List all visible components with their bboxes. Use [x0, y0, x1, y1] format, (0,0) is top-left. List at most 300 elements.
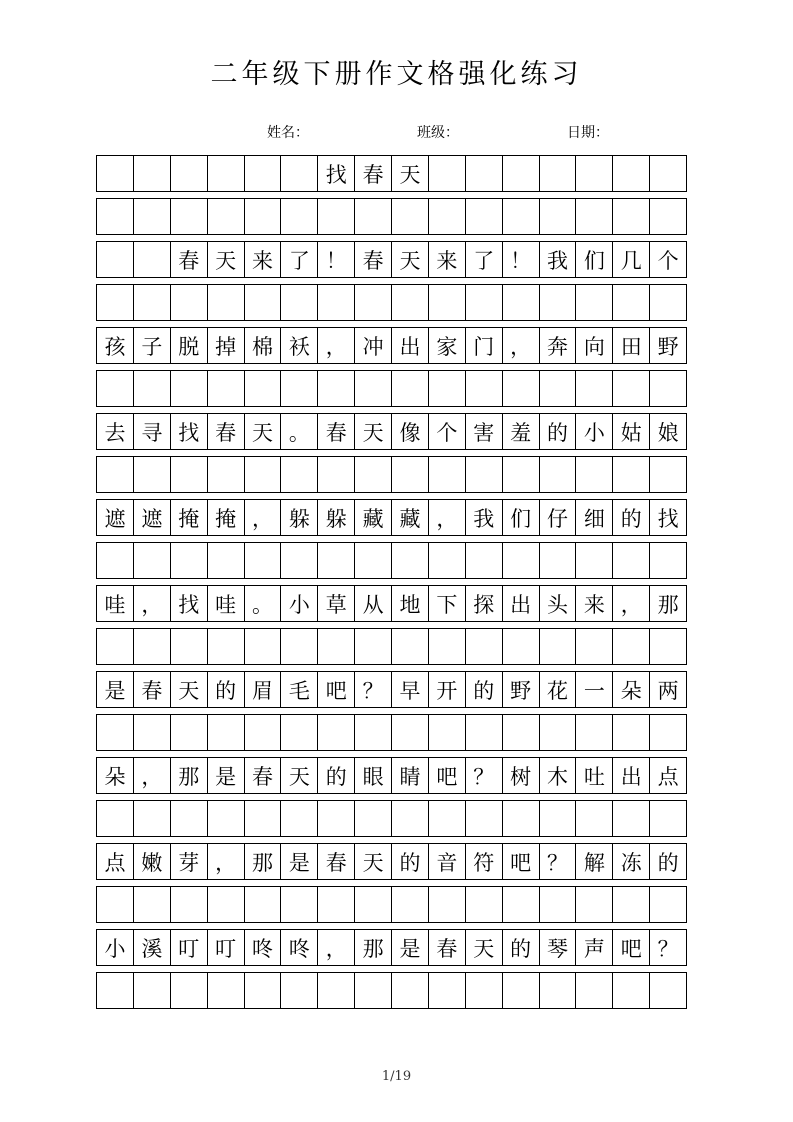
grid-cell	[96, 456, 134, 493]
grid-cell	[244, 886, 282, 923]
grid-cell: 开	[428, 671, 466, 708]
grid-cell	[428, 714, 466, 751]
grid-cell	[649, 456, 687, 493]
grid-cell: 哇	[96, 585, 134, 622]
grid-cell	[170, 714, 208, 751]
grid-cell	[207, 800, 245, 837]
grid-cell: 找	[649, 499, 687, 536]
grid-cell: 找	[170, 585, 208, 622]
grid-cell: 朵	[612, 671, 650, 708]
grid-cell: 天	[280, 757, 318, 794]
grid-cell	[391, 628, 429, 665]
grid-cell	[317, 972, 355, 1009]
grid-cell: 天	[465, 929, 503, 966]
grid-cell	[280, 800, 318, 837]
grid-cell: 天	[244, 413, 282, 450]
grid-row	[96, 671, 702, 708]
grid-cell: 咚	[280, 929, 318, 966]
grid-cell	[354, 284, 392, 321]
grid-cell	[207, 542, 245, 579]
grid-cell	[612, 800, 650, 837]
grid-cell: 是	[280, 843, 318, 880]
grid-cell	[280, 198, 318, 235]
grid-cell: 溪	[133, 929, 171, 966]
grid-cell	[502, 800, 540, 837]
grid-cell	[575, 284, 613, 321]
grid-cell: 细	[575, 499, 613, 536]
grid-cell	[502, 628, 540, 665]
grid-cell	[280, 714, 318, 751]
grid-cell: 天	[391, 241, 429, 278]
grid-cell	[244, 714, 282, 751]
grid-cell	[96, 542, 134, 579]
grid-cell	[539, 886, 577, 923]
grid-cell	[170, 886, 208, 923]
grid-cell	[354, 886, 392, 923]
grid-cell	[428, 198, 466, 235]
grid-cell: ！	[317, 241, 355, 278]
grid-cell	[133, 456, 171, 493]
grid-cell	[207, 155, 245, 192]
grid-cell	[96, 241, 134, 278]
grid-cell: ？	[465, 757, 503, 794]
grid-row	[96, 456, 702, 493]
grid-cell	[612, 972, 650, 1009]
grid-cell	[539, 628, 577, 665]
grid-row	[96, 327, 702, 364]
grid-cell: 出	[612, 757, 650, 794]
grid-cell: 嫩	[133, 843, 171, 880]
grid-row	[96, 886, 702, 923]
grid-cell: 野	[649, 327, 687, 364]
grid-cell	[428, 370, 466, 407]
grid-cell	[133, 886, 171, 923]
grid-cell	[391, 198, 429, 235]
grid-cell	[539, 714, 577, 751]
grid-cell: 天	[354, 843, 392, 880]
grid-cell	[539, 155, 577, 192]
grid-cell	[354, 542, 392, 579]
grid-cell	[575, 370, 613, 407]
grid-cell	[280, 886, 318, 923]
grid-cell	[428, 886, 466, 923]
grid-cell: ，	[428, 499, 466, 536]
grid-cell: 子	[133, 327, 171, 364]
grid-cell	[170, 198, 208, 235]
grid-cell: 点	[649, 757, 687, 794]
grid-cell: 。	[280, 413, 318, 450]
grid-cell	[280, 155, 318, 192]
grid-cell	[575, 800, 613, 837]
grid-cell	[170, 800, 208, 837]
grid-cell	[133, 198, 171, 235]
grid-cell	[649, 886, 687, 923]
grid-cell: 吧	[502, 843, 540, 880]
grid-cell	[539, 198, 577, 235]
grid-cell	[207, 714, 245, 751]
grid-cell: 是	[207, 757, 245, 794]
grid-cell: 小	[575, 413, 613, 450]
grid-cell: 遮	[96, 499, 134, 536]
grid-cell	[612, 886, 650, 923]
grid-cell	[502, 284, 540, 321]
grid-cell	[170, 456, 208, 493]
grid-cell	[170, 542, 208, 579]
grid-cell	[502, 714, 540, 751]
grid-cell	[465, 886, 503, 923]
grid-cell	[428, 628, 466, 665]
grid-cell	[428, 972, 466, 1009]
grid-row	[96, 155, 702, 192]
grid-cell	[465, 542, 503, 579]
grid-cell	[133, 155, 171, 192]
grid-cell: 两	[649, 671, 687, 708]
grid-cell	[428, 800, 466, 837]
grid-cell	[207, 284, 245, 321]
grid-row	[96, 585, 702, 622]
grid-cell: 的	[502, 929, 540, 966]
grid-cell: 春	[133, 671, 171, 708]
grid-cell	[612, 456, 650, 493]
grid-cell: 那	[170, 757, 208, 794]
grid-cell	[207, 972, 245, 1009]
grid-cell	[244, 972, 282, 1009]
grid-cell	[244, 456, 282, 493]
grid-cell	[612, 155, 650, 192]
grid-cell: 早	[391, 671, 429, 708]
grid-cell	[317, 284, 355, 321]
grid-cell: 脱	[170, 327, 208, 364]
grid-cell	[391, 714, 429, 751]
grid-cell: 眼	[354, 757, 392, 794]
grid-cell: 的	[612, 499, 650, 536]
grid-cell: 了	[280, 241, 318, 278]
grid-cell	[649, 714, 687, 751]
grid-cell: 孩	[96, 327, 134, 364]
class-label: 班级：	[417, 125, 459, 141]
grid-cell	[317, 628, 355, 665]
grid-cell: 点	[96, 843, 134, 880]
grid-cell: ？	[354, 671, 392, 708]
grid-cell: 琴	[539, 929, 577, 966]
grid-cell: ，	[207, 843, 245, 880]
grid-cell	[575, 628, 613, 665]
grid-row	[96, 714, 702, 751]
grid-cell	[391, 542, 429, 579]
grid-cell: ，	[244, 499, 282, 536]
grid-cell: ，	[317, 929, 355, 966]
grid-cell: 冲	[354, 327, 392, 364]
grid-cell	[317, 542, 355, 579]
grid-cell	[502, 370, 540, 407]
grid-cell	[502, 886, 540, 923]
grid-cell	[428, 456, 466, 493]
grid-cell: 们	[575, 241, 613, 278]
grid-cell	[649, 628, 687, 665]
grid-cell	[96, 972, 134, 1009]
grid-row	[96, 241, 702, 278]
grid-cell: ，	[133, 757, 171, 794]
grid-cell	[391, 456, 429, 493]
grid-cell	[133, 800, 171, 837]
grid-cell	[649, 198, 687, 235]
grid-cell: 向	[575, 327, 613, 364]
grid-cell: 找	[317, 155, 355, 192]
grid-cell: 躲	[280, 499, 318, 536]
grid-cell: 天	[170, 671, 208, 708]
grid-cell: 春	[317, 413, 355, 450]
grid-cell	[502, 456, 540, 493]
grid-cell: ，	[612, 585, 650, 622]
grid-cell: 娘	[649, 413, 687, 450]
grid-cell: 小	[280, 585, 318, 622]
grid-cell: ，	[133, 585, 171, 622]
grid-cell	[96, 155, 134, 192]
grid-cell: 哇	[207, 585, 245, 622]
grid-cell: 下	[428, 585, 466, 622]
grid-cell	[612, 628, 650, 665]
grid-cell: 来	[428, 241, 466, 278]
grid-cell: 的	[207, 671, 245, 708]
grid-cell: 解	[575, 843, 613, 880]
grid-cell: 掩	[207, 499, 245, 536]
grid-cell	[280, 284, 318, 321]
grid-cell	[649, 800, 687, 837]
grid-cell	[207, 886, 245, 923]
grid-row	[96, 284, 702, 321]
grid-cell: 我	[465, 499, 503, 536]
grid-cell	[612, 542, 650, 579]
grid-cell: 吧	[612, 929, 650, 966]
grid-cell	[280, 972, 318, 1009]
grid-cell: 春	[170, 241, 208, 278]
grid-cell: 遮	[133, 499, 171, 536]
grid-cell	[575, 714, 613, 751]
grid-cell	[649, 155, 687, 192]
grid-cell	[96, 370, 134, 407]
grid-cell: 吧	[317, 671, 355, 708]
grid-cell: 家	[428, 327, 466, 364]
page-title: 二年级下册作文格强化练习	[210, 59, 583, 90]
grid-cell: 毛	[280, 671, 318, 708]
date-label: 日期：	[567, 125, 609, 141]
grid-cell	[539, 284, 577, 321]
grid-cell	[391, 800, 429, 837]
grid-cell: 门	[465, 327, 503, 364]
grid-cell: 春	[207, 413, 245, 450]
grid-cell	[465, 714, 503, 751]
grid-cell: 羞	[502, 413, 540, 450]
grid-cell	[575, 198, 613, 235]
grid-cell	[317, 198, 355, 235]
grid-cell: 叮	[170, 929, 208, 966]
grid-cell	[354, 800, 392, 837]
grid-cell	[428, 542, 466, 579]
grid-cell	[575, 886, 613, 923]
grid-cell: 的	[317, 757, 355, 794]
grid-cell	[96, 198, 134, 235]
grid-cell: 符	[465, 843, 503, 880]
grid-cell: 探	[465, 585, 503, 622]
grid-cell: 去	[96, 413, 134, 450]
grid-cell	[575, 155, 613, 192]
grid-cell	[170, 628, 208, 665]
grid-cell: 叮	[207, 929, 245, 966]
grid-row	[96, 413, 702, 450]
grid-cell: 害	[465, 413, 503, 450]
grid-cell: 那	[244, 843, 282, 880]
grid-cell: 了	[465, 241, 503, 278]
grid-row	[96, 628, 702, 665]
grid-cell	[612, 198, 650, 235]
grid-cell	[354, 456, 392, 493]
grid-cell	[96, 886, 134, 923]
grid-cell: 我	[539, 241, 577, 278]
grid-cell: 眉	[244, 671, 282, 708]
grid-cell	[465, 198, 503, 235]
grid-cell	[207, 628, 245, 665]
page-number: 1/19	[381, 1069, 412, 1084]
grid-cell: 找	[170, 413, 208, 450]
grid-cell: ，	[502, 327, 540, 364]
grid-cell: 的	[539, 413, 577, 450]
grid-cell	[502, 972, 540, 1009]
grid-cell: 藏	[354, 499, 392, 536]
grid-cell: 几	[612, 241, 650, 278]
grid-cell	[96, 284, 134, 321]
grid-cell	[575, 456, 613, 493]
grid-cell	[575, 542, 613, 579]
grid-row	[96, 757, 702, 794]
grid-cell: 声	[575, 929, 613, 966]
grid-row	[96, 499, 702, 536]
grid-cell: 木	[539, 757, 577, 794]
grid-cell: 那	[649, 585, 687, 622]
grid-cell	[612, 370, 650, 407]
grid-cell	[96, 628, 134, 665]
grid-cell	[244, 284, 282, 321]
grid-cell	[649, 370, 687, 407]
grid-cell	[502, 198, 540, 235]
grid-cell	[465, 456, 503, 493]
grid-cell: 一	[575, 671, 613, 708]
grid-cell	[244, 155, 282, 192]
grid-cell: 掩	[170, 499, 208, 536]
grid-row	[96, 929, 702, 966]
grid-cell	[391, 370, 429, 407]
grid-cell	[133, 370, 171, 407]
grid-cell	[280, 542, 318, 579]
grid-cell: 冻	[612, 843, 650, 880]
grid-cell: 朵	[96, 757, 134, 794]
grid-cell	[133, 284, 171, 321]
grid-cell	[207, 198, 245, 235]
grid-cell: 田	[612, 327, 650, 364]
grid-cell: 的	[649, 843, 687, 880]
grid-cell	[465, 284, 503, 321]
grid-cell: 个	[428, 413, 466, 450]
grid-cell	[317, 800, 355, 837]
grid-cell: 小	[96, 929, 134, 966]
grid-cell: 袄	[280, 327, 318, 364]
grid-cell: 出	[391, 327, 429, 364]
grid-cell: 春	[354, 241, 392, 278]
grid-cell	[428, 284, 466, 321]
grid-cell: 寻	[133, 413, 171, 450]
grid-cell	[280, 628, 318, 665]
grid-cell: 来	[244, 241, 282, 278]
grid-cell: 的	[391, 843, 429, 880]
grid-cell	[244, 628, 282, 665]
grid-cell	[170, 370, 208, 407]
grid-cell	[133, 542, 171, 579]
grid-cell	[170, 284, 208, 321]
grid-cell	[575, 972, 613, 1009]
grid-cell	[317, 370, 355, 407]
grid-cell	[96, 800, 134, 837]
grid-cell: 春	[317, 843, 355, 880]
grid-cell	[354, 628, 392, 665]
grid-cell	[465, 972, 503, 1009]
grid-cell: ，	[317, 327, 355, 364]
grid-cell: 个	[649, 241, 687, 278]
grid-cell	[502, 542, 540, 579]
grid-cell: 躲	[317, 499, 355, 536]
grid-cell: 天	[207, 241, 245, 278]
grid-cell	[539, 456, 577, 493]
grid-cell	[280, 456, 318, 493]
grid-cell	[539, 972, 577, 1009]
grid-cell: 草	[317, 585, 355, 622]
grid-cell: 是	[391, 929, 429, 966]
grid-cell: 姑	[612, 413, 650, 450]
grid-row	[96, 972, 702, 1009]
grid-cell: ！	[502, 241, 540, 278]
grid-cell: 天	[354, 413, 392, 450]
grid-cell: 。	[244, 585, 282, 622]
grid-cell: 来	[575, 585, 613, 622]
grid-cell	[539, 542, 577, 579]
grid-cell	[391, 972, 429, 1009]
grid-cell	[133, 241, 171, 278]
grid-cell	[207, 456, 245, 493]
grid-cell: 像	[391, 413, 429, 450]
grid-cell: 掉	[207, 327, 245, 364]
grid-cell: 从	[354, 585, 392, 622]
grid-cell	[207, 370, 245, 407]
grid-cell: 藏	[391, 499, 429, 536]
grid-cell: ？	[649, 929, 687, 966]
grid-cell	[317, 714, 355, 751]
grid-cell: 野	[502, 671, 540, 708]
grid-cell	[280, 370, 318, 407]
grid-cell	[244, 542, 282, 579]
grid-cell: 是	[96, 671, 134, 708]
grid-cell	[317, 886, 355, 923]
grid-row	[96, 370, 702, 407]
grid-cell	[244, 370, 282, 407]
grid-cell: 音	[428, 843, 466, 880]
grid-cell: 的	[465, 671, 503, 708]
grid-cell: 出	[502, 585, 540, 622]
grid-cell: 那	[354, 929, 392, 966]
grid-cell	[354, 972, 392, 1009]
grid-cell	[244, 198, 282, 235]
grid-cell	[133, 628, 171, 665]
grid-cell	[354, 370, 392, 407]
grid-cell: 天	[391, 155, 429, 192]
grid-cell	[502, 155, 540, 192]
